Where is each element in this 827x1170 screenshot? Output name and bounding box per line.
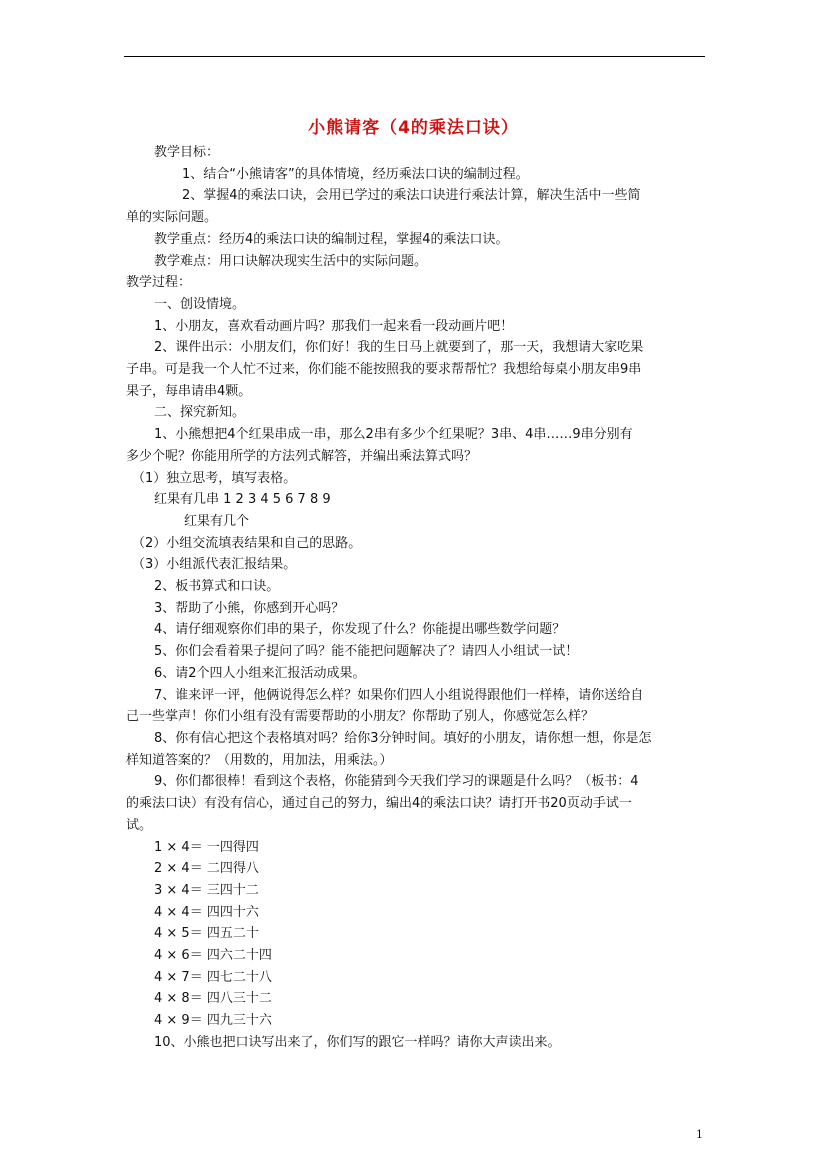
formula-line: 1 × 4＝ 一四得四 [154, 839, 259, 855]
formula-line: 4 × 8＝ 四八三十二 [154, 991, 272, 1007]
paragraph-line: 教学难点：用口诀解决现实生活中的实际问题。 [154, 253, 428, 269]
paragraph-line: 5、你们会看着果子提问了吗？能不能把问题解决了？请四人小组试一试！ [154, 644, 579, 660]
paragraph-line: 1、结合“小熊请客”的具体情境，经历乘法口诀的编制过程。 [182, 166, 529, 182]
paragraph-line: （1）独立思考，填写表格。 [132, 470, 297, 486]
paragraph-line: 多少个呢？你能用所学的方法列式解答，并编出乘法算式吗？ [126, 448, 478, 464]
paragraph-line: 子串。可是我一个人忙不过来，你们能不能按照我的要求帮帮忙？我想给每桌小朋友串9串 [126, 362, 642, 378]
paragraph-line: 教学重点：经历4的乘法口诀的编制过程，掌握4的乘法口诀。 [154, 231, 509, 247]
paragraph-line: 2、掌握4的乘法口诀，会用已学过的乘法口诀进行乘法计算，解决生活中一些简 [182, 188, 641, 204]
header-rule [124, 56, 705, 57]
paragraph-line: 单的实际问题。 [126, 210, 218, 226]
document-body [126, 142, 706, 1054]
section-heading: 二、探究新知。 [154, 405, 246, 421]
paragraph-line: 6、请2个四人小组来汇报活动成果。 [154, 665, 366, 681]
paragraph-line: 9、你们都很棒！看到这个表格，你能猜到今天我们学习的课题是什么吗？（板书：4 [154, 774, 639, 790]
formula-line: 4 × 6＝ 四六二十四 [154, 948, 272, 964]
table-row: 红果有几个 [184, 513, 250, 529]
paragraph-line: 8、你有信心把这个表格填对吗？给你3分钟时间。填好的小朋友，请你想一想，你是怎 [154, 730, 652, 746]
page-number: 1 [696, 1128, 703, 1141]
formula-line: 4 × 5＝ 四五二十 [154, 926, 259, 942]
paragraph-line: 果子，每串请串4颗。 [126, 383, 252, 399]
paragraph-line: 7、谁来评一评，他俩说得怎么样？如果你们四人小组说得跟他们一样棒，请你送给自 [154, 687, 644, 703]
paragraph-line: （2）小组交流填表结果和自己的思路。 [132, 535, 362, 551]
document-title: 小熊请客（4的乘法口诀） [308, 118, 519, 138]
paragraph-line: 3、帮助了小熊，你感到开心吗？ [154, 600, 345, 616]
section-heading: 教学过程： [126, 275, 192, 291]
formula-line: 4 × 4＝ 四四十六 [154, 904, 259, 920]
paragraph-line: 1、小熊想把4个红果串成一串，那么2串有多少个红果呢？3串、4串……9串分别有 [154, 427, 633, 443]
paragraph-line: 试。 [126, 817, 153, 833]
paragraph-line: （3）小组派代表汇报结果。 [132, 557, 297, 573]
paragraph-line: 样知道答案的？（用数的，用加法，用乘法。） [126, 752, 393, 768]
formula-line: 3 × 4＝ 三四十二 [154, 882, 259, 898]
table-row: 红果有几串 1 2 3 4 5 6 7 8 9 [154, 492, 331, 508]
paragraph-line: 2、课件出示：小朋友们，你们好！我的生日马上就要到了，那一天，我想请大家吃果 [154, 340, 644, 356]
paragraph-line: 10、小熊也把口诀写出来了，你们写的跟它一样吗？请你大声读出来。 [154, 1034, 561, 1050]
paragraph-line: 1、小朋友，喜欢看动画片吗？那我们一起来看一段动画片吧！ [154, 318, 514, 334]
formula-line: 2 × 4＝ 二四得八 [154, 861, 259, 877]
section-heading: 教学目标： [154, 145, 220, 160]
section-heading: 一、创设情境。 [154, 296, 246, 312]
paragraph-line: 己一些掌声！你们小组有没有需要帮助的小朋友？你帮助了别人，你感觉怎么样？ [126, 709, 595, 725]
paragraph-line: 的乘法口诀）有没有信心，通过自己的努力，编出4的乘法口诀？请打开书20页动手试一 [126, 796, 632, 812]
formula-line: 4 × 9＝ 四九三十六 [154, 1013, 272, 1029]
paragraph-line: 4、请仔细观察你们串的果子，你发现了什么？你能提出哪些数学问题？ [154, 622, 566, 638]
paragraph-line: 2、板书算式和口诀。 [154, 579, 280, 595]
formula-line: 4 × 7＝ 四七二十八 [154, 969, 272, 985]
